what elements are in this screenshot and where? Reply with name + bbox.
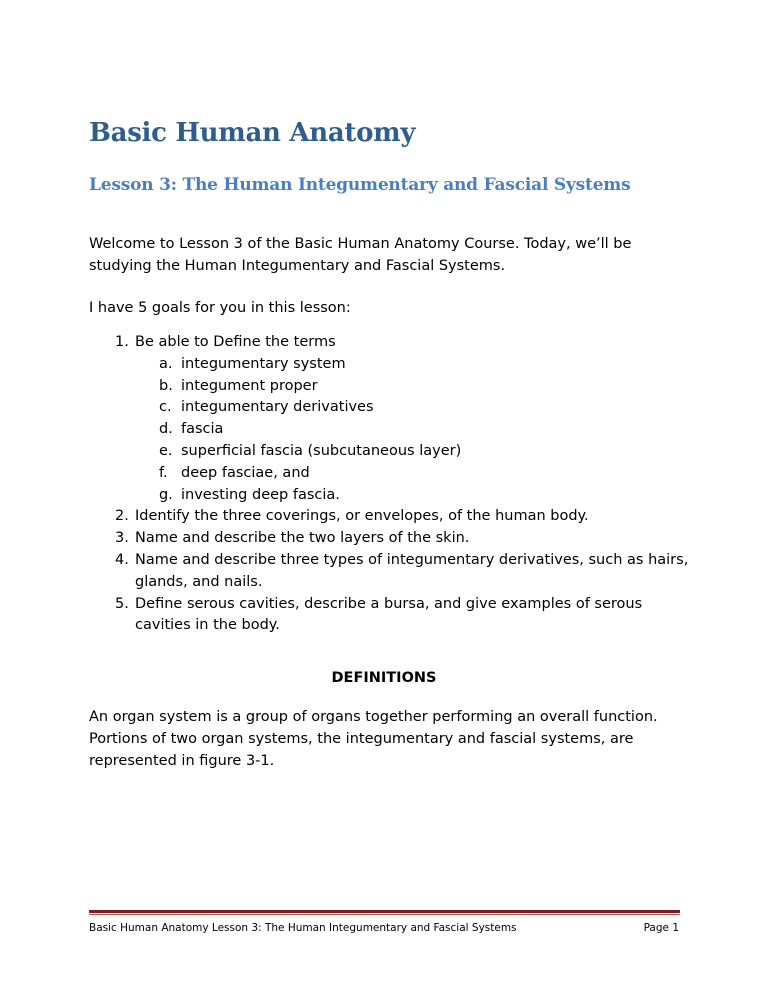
term-letter: f. (159, 464, 168, 481)
lesson-subtitle: Lesson 3: The Human Integumentary and Fascial Systems (89, 175, 631, 195)
goal-text: Identify the three coverings, or envelopes, of the human body. (135, 508, 589, 525)
goal-text: Name and describe three types of integumentary derivatives, such as hairs, glands, and nails. (135, 551, 689, 590)
goals-list (89, 332, 689, 637)
goal-item (89, 550, 689, 594)
term-item (89, 397, 689, 419)
footer-title: Basic Human Anatomy Lesson 3: The Human Integumentary and Fascial Systems (89, 922, 517, 934)
term-text: integumentary derivatives (181, 399, 374, 416)
goal-item (89, 332, 689, 506)
goal-number: 4. (115, 551, 129, 568)
term-letter: g. (159, 486, 173, 503)
footer-rule-accent (89, 914, 680, 915)
goals-intro: I have 5 goals for you in this lesson: (89, 300, 351, 316)
goal-item (89, 528, 689, 550)
goal-text: Be able to Define the terms (135, 334, 336, 350)
term-text: deep fasciae, and (181, 464, 310, 481)
terms-list (135, 354, 689, 507)
organ-system-paragraph: An organ system is a group of organs together performing an overall function. Portions of two organ systems, the integumentary and fascial systems, are represented in figure 3-1. (89, 709, 658, 769)
term-item (89, 463, 689, 485)
goal-text: Name and describe the two layers of the skin. (135, 530, 470, 547)
term-item (89, 485, 689, 507)
goal-number: 2. (115, 508, 129, 525)
term-item (89, 376, 689, 398)
term-letter: d. (159, 421, 173, 438)
intro-paragraph: Welcome to Lesson 3 of the Basic Human Anatomy Course. Today, we’ll be studying the Human Integumentary and Fascial Systems. (89, 236, 632, 274)
goal-item (89, 506, 689, 528)
term-text: investing deep fascia. (181, 486, 340, 503)
term-letter: a. (159, 355, 173, 372)
term-text: integument proper (181, 377, 318, 394)
page-number: Page 1 (643, 922, 679, 934)
term-letter: b. (159, 377, 173, 394)
goal-item (89, 594, 689, 638)
term-text: fascia (181, 421, 224, 438)
term-text: superficial fascia (subcutaneous layer) (181, 442, 462, 459)
term-item (89, 419, 689, 441)
term-text: integumentary system (181, 355, 346, 372)
goal-number: 3. (115, 530, 129, 547)
goal-number: 5. (115, 595, 129, 612)
term-item (89, 441, 689, 463)
page-title: Basic Human Anatomy (89, 118, 416, 148)
definitions-heading: DEFINITIONS (331, 670, 437, 686)
term-letter: c. (159, 399, 172, 416)
term-letter: e. (159, 442, 173, 459)
term-item (89, 354, 689, 376)
footer-rule (89, 910, 680, 913)
goal-number: 1. (115, 334, 129, 350)
goal-text: Define serous cavities, describe a bursa, and give examples of serous cavities in the body. (135, 595, 643, 634)
